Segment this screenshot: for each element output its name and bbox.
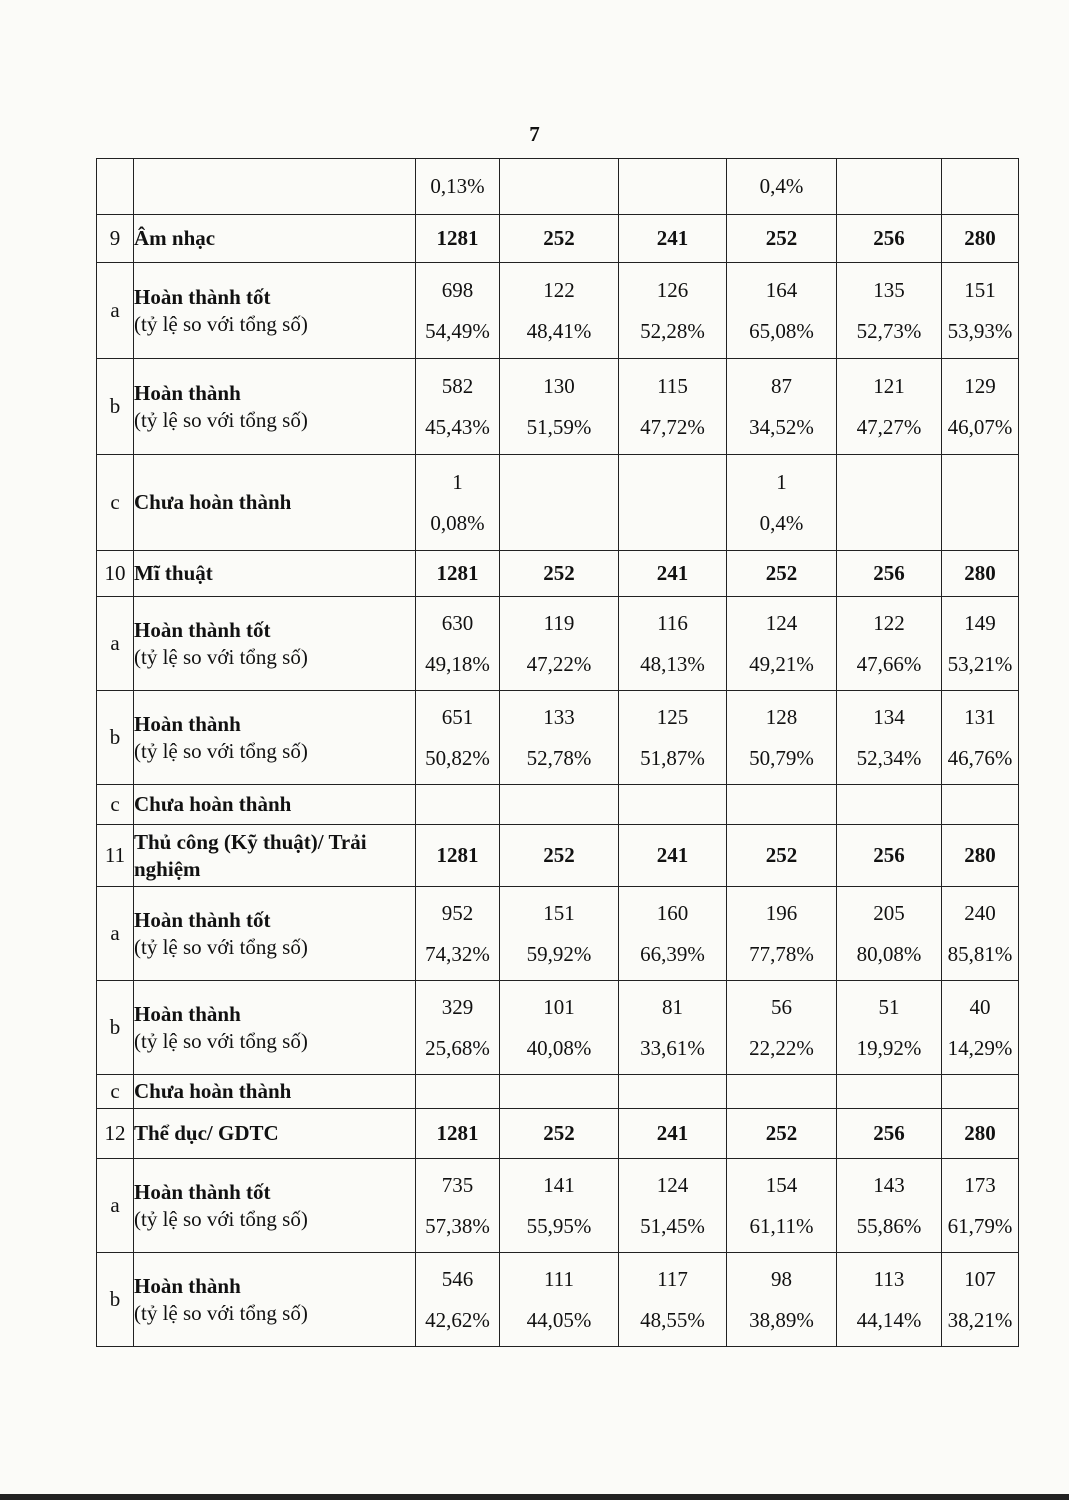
value-cell — [619, 359, 727, 455]
value-count: 81 — [662, 994, 683, 1019]
value-count: 121 — [873, 373, 905, 398]
value-percent: 61,11% — [749, 1213, 814, 1238]
value-cell — [727, 263, 837, 359]
value-count: 124 — [656, 1172, 689, 1197]
row-label: Hoàn thành — [134, 1274, 241, 1299]
value-cell — [500, 1253, 619, 1347]
row-sublabel: (tỷ lệ so với tổng số) — [134, 644, 308, 669]
total-cell: 241 — [619, 215, 727, 263]
scan-bottom-edge — [0, 1494, 1069, 1500]
value-count: 329 — [441, 994, 474, 1019]
row-number: 9 — [97, 215, 134, 263]
value-cell — [942, 785, 1019, 825]
row-title — [134, 1253, 416, 1347]
value-cell — [416, 1253, 500, 1347]
value-cell — [837, 455, 942, 551]
value-cell — [837, 263, 942, 359]
value-cell — [942, 1075, 1019, 1109]
value-cell — [942, 691, 1019, 785]
value-cell — [500, 1075, 619, 1109]
value-percent: 48,41% — [526, 318, 592, 343]
value-percent: 57,38% — [425, 1213, 490, 1238]
value-cell — [942, 455, 1019, 551]
row-sublabel: (tỷ lệ so với tổng số) — [134, 1300, 308, 1325]
row-sublabel: (tỷ lệ so với tổng số) — [134, 738, 308, 763]
value-percent: 51,45% — [640, 1213, 705, 1238]
value-count: 117 — [657, 1266, 688, 1291]
value-count: 133 — [543, 704, 575, 729]
value-count: 87 — [771, 373, 792, 398]
value-cell — [942, 1253, 1019, 1347]
value-count: 151 — [964, 277, 996, 302]
row-title — [134, 887, 416, 981]
total-cell: 252 — [500, 551, 619, 597]
value-percent: 50,79% — [749, 745, 814, 770]
value-cell — [837, 887, 942, 981]
row-letter: a — [97, 887, 134, 981]
row-label: Hoàn thành tốt — [134, 618, 271, 643]
value-percent: 51,59% — [526, 414, 592, 439]
value-percent: 66,39% — [640, 941, 705, 966]
value-count: 122 — [873, 610, 905, 635]
total-cell: 280 — [942, 215, 1019, 263]
row-letter: a — [97, 263, 134, 359]
value-percent: 48,13% — [640, 651, 705, 676]
value-cell — [837, 359, 942, 455]
value-cell — [619, 1253, 727, 1347]
row-title: Chưa hoàn thành — [134, 785, 416, 825]
value-count: 154 — [765, 1172, 798, 1197]
total-cell: 252 — [500, 215, 619, 263]
value-cell — [942, 159, 1019, 215]
value-cell — [837, 1075, 942, 1109]
value-percent: 47,72% — [640, 414, 705, 439]
value-percent: 44,05% — [526, 1307, 592, 1332]
value-cell — [727, 887, 837, 981]
value-count: 651 — [441, 704, 474, 729]
total-cell: 280 — [942, 551, 1019, 597]
value-percent: 55,86% — [856, 1213, 922, 1238]
value-percent: 38,89% — [749, 1307, 814, 1332]
value-cell — [837, 691, 942, 785]
row-letter: a — [97, 1159, 134, 1253]
row-label: Hoàn thành — [134, 712, 241, 737]
value-percent: 33,61% — [640, 1035, 705, 1060]
value-cell — [619, 691, 727, 785]
value-cell — [416, 981, 500, 1075]
value-percent: 0,4% — [759, 510, 804, 535]
value-percent: 40,08% — [526, 1035, 592, 1060]
value-percent: 74,32% — [425, 941, 490, 966]
value-percent: 0,4% — [759, 174, 804, 199]
value-cell — [619, 263, 727, 359]
value-cell — [837, 785, 942, 825]
value-cell — [416, 263, 500, 359]
row-letter: c — [97, 455, 134, 551]
total-cell: 252 — [727, 215, 837, 263]
value-count: 240 — [964, 900, 996, 925]
value-percent: 53,93% — [947, 318, 1013, 343]
table-row — [97, 455, 1019, 551]
value-count: 1 — [452, 469, 463, 494]
value-count: 111 — [544, 1266, 574, 1291]
value-count: 546 — [441, 1266, 474, 1291]
value-count: 149 — [964, 610, 996, 635]
value-cell — [500, 263, 619, 359]
value-percent: 52,34% — [856, 745, 922, 770]
value-cell — [416, 785, 500, 825]
value-count: 1 — [776, 469, 787, 494]
value-cell — [942, 887, 1019, 981]
value-count: 134 — [873, 704, 905, 729]
value-count: 129 — [964, 373, 996, 398]
value-percent: 54,49% — [425, 318, 490, 343]
total-cell: 256 — [837, 215, 942, 263]
value-count: 125 — [656, 704, 689, 729]
value-cell — [416, 359, 500, 455]
row-letter: c — [97, 785, 134, 825]
value-percent: 46,76% — [947, 745, 1013, 770]
row-title — [134, 359, 416, 455]
value-count: 101 — [543, 994, 575, 1019]
value-percent: 45,43% — [425, 414, 490, 439]
value-cell — [416, 159, 500, 215]
total-cell: 1281 — [416, 215, 500, 263]
value-percent: 34,52% — [749, 414, 814, 439]
value-count: 141 — [543, 1172, 575, 1197]
row-sublabel: (tỷ lệ so với tổng số) — [134, 311, 308, 336]
value-cell — [416, 1159, 500, 1253]
table-row — [97, 691, 1019, 785]
total-cell: 252 — [727, 551, 837, 597]
value-cell — [942, 359, 1019, 455]
total-cell: 256 — [837, 1109, 942, 1159]
value-cell — [619, 159, 727, 215]
row-number: 12 — [97, 1109, 134, 1159]
value-count: 135 — [873, 277, 905, 302]
value-count: 143 — [873, 1172, 905, 1197]
table-row — [97, 159, 1019, 215]
subject-row — [97, 1109, 1019, 1159]
value-cell — [727, 1253, 837, 1347]
total-cell: 280 — [942, 1109, 1019, 1159]
value-percent: 0,13% — [430, 174, 485, 199]
subject-title: Thể dục/ GDTC — [134, 1109, 416, 1159]
row-sublabel: (tỷ lệ so với tổng số) — [134, 1028, 308, 1053]
row-letter: b — [97, 359, 134, 455]
value-cell — [727, 359, 837, 455]
value-count: 115 — [657, 373, 688, 398]
total-cell: 241 — [619, 551, 727, 597]
value-count: 151 — [543, 900, 575, 925]
value-percent: 65,08% — [749, 318, 814, 343]
row-title — [134, 1159, 416, 1253]
value-cell — [500, 691, 619, 785]
value-percent: 51,87% — [640, 745, 705, 770]
row-number — [97, 159, 134, 215]
value-percent: 42,62% — [425, 1307, 490, 1332]
subject-title: Mĩ thuật — [134, 551, 416, 597]
table-row — [97, 1075, 1019, 1109]
value-percent: 0,08% — [430, 510, 485, 535]
value-percent: 52,73% — [856, 318, 922, 343]
value-count: 122 — [543, 277, 575, 302]
value-percent: 53,21% — [947, 651, 1013, 676]
value-cell — [416, 1075, 500, 1109]
value-percent: 25,68% — [425, 1035, 490, 1060]
value-cell — [500, 359, 619, 455]
row-sublabel: (tỷ lệ so với tổng số) — [134, 407, 308, 432]
value-count: 119 — [543, 610, 575, 635]
page-number: 7 — [529, 122, 540, 146]
value-cell — [837, 1253, 942, 1347]
row-title — [134, 159, 416, 215]
value-percent: 49,21% — [749, 651, 814, 676]
row-sublabel: (tỷ lệ so với tổng số) — [134, 1206, 308, 1231]
row-letter: b — [97, 691, 134, 785]
row-letter: b — [97, 981, 134, 1075]
row-number: 10 — [97, 551, 134, 597]
value-cell — [500, 159, 619, 215]
value-count: 128 — [765, 704, 798, 729]
total-cell: 1281 — [416, 1109, 500, 1159]
total-cell: 256 — [837, 551, 942, 597]
value-percent: 52,78% — [526, 745, 592, 770]
row-title: Chưa hoàn thành — [134, 455, 416, 551]
value-percent: 19,92% — [856, 1035, 922, 1060]
total-cell: 1281 — [416, 551, 500, 597]
value-percent: 48,55% — [640, 1307, 705, 1332]
row-title: Chưa hoàn thành — [134, 1075, 416, 1109]
value-cell — [727, 1159, 837, 1253]
value-percent: 47,22% — [526, 651, 592, 676]
value-percent: 49,18% — [425, 651, 490, 676]
results-table — [96, 158, 1019, 1347]
value-count: 205 — [873, 900, 905, 925]
value-percent: 14,29% — [947, 1035, 1013, 1060]
total-cell: 252 — [500, 825, 619, 887]
row-label: Hoàn thành — [134, 381, 241, 406]
table-row — [97, 597, 1019, 691]
row-title — [134, 691, 416, 785]
value-count: 98 — [771, 1266, 792, 1291]
total-cell: 252 — [727, 825, 837, 887]
value-count: 107 — [964, 1266, 996, 1291]
value-percent: 61,79% — [947, 1213, 1013, 1238]
row-sublabel: (tỷ lệ so với tổng số) — [134, 934, 308, 959]
value-count: 56 — [771, 994, 792, 1019]
value-cell — [619, 597, 727, 691]
value-cell — [500, 887, 619, 981]
row-letter: a — [97, 597, 134, 691]
table-row — [97, 785, 1019, 825]
value-percent: 77,78% — [749, 941, 814, 966]
value-cell — [727, 691, 837, 785]
value-cell — [942, 263, 1019, 359]
value-cell — [619, 785, 727, 825]
value-cell — [942, 597, 1019, 691]
value-cell — [837, 981, 942, 1075]
value-cell — [619, 1159, 727, 1253]
row-letter: b — [97, 1253, 134, 1347]
subject-title: Thủ công (Kỹ thuật)/ Trải nghiệm — [134, 825, 416, 887]
value-percent: 38,21% — [947, 1307, 1013, 1332]
value-cell — [619, 887, 727, 981]
value-percent: 44,14% — [856, 1307, 922, 1332]
value-percent: 50,82% — [425, 745, 490, 770]
value-count: 131 — [964, 704, 996, 729]
value-count: 130 — [543, 373, 575, 398]
value-cell — [619, 1075, 727, 1109]
value-percent: 47,66% — [856, 651, 922, 676]
table-body — [97, 159, 1019, 1347]
value-count: 698 — [441, 277, 474, 302]
value-count: 735 — [441, 1172, 474, 1197]
total-cell: 241 — [619, 1109, 727, 1159]
value-count: 196 — [765, 900, 798, 925]
table-row — [97, 263, 1019, 359]
value-count: 116 — [657, 610, 688, 635]
value-cell — [837, 159, 942, 215]
total-cell: 256 — [837, 825, 942, 887]
value-count: 124 — [765, 610, 798, 635]
value-percent: 59,92% — [526, 941, 592, 966]
table-row — [97, 1253, 1019, 1347]
value-cell — [500, 455, 619, 551]
value-cell — [837, 597, 942, 691]
value-cell — [500, 597, 619, 691]
subject-row — [97, 825, 1019, 887]
total-cell: 280 — [942, 825, 1019, 887]
value-cell — [416, 455, 500, 551]
value-cell — [942, 1159, 1019, 1253]
value-percent: 46,07% — [947, 414, 1013, 439]
total-cell: 252 — [500, 1109, 619, 1159]
row-label: Hoàn thành — [134, 1002, 241, 1027]
value-cell — [727, 785, 837, 825]
value-cell — [500, 981, 619, 1075]
table-row — [97, 887, 1019, 981]
value-cell — [500, 785, 619, 825]
value-count: 160 — [656, 900, 689, 925]
value-cell — [416, 887, 500, 981]
value-percent: 85,81% — [947, 941, 1013, 966]
value-count: 40 — [969, 994, 991, 1019]
value-count: 164 — [765, 277, 798, 302]
table-row — [97, 359, 1019, 455]
row-number: 11 — [97, 825, 134, 887]
row-letter: c — [97, 1075, 134, 1109]
row-title — [134, 263, 416, 359]
value-count: 126 — [656, 277, 689, 302]
total-cell: 252 — [727, 1109, 837, 1159]
value-cell — [500, 1159, 619, 1253]
row-label: Hoàn thành tốt — [134, 285, 271, 310]
subject-row — [97, 551, 1019, 597]
value-cell — [727, 159, 837, 215]
value-percent: 22,22% — [749, 1035, 814, 1060]
table-row — [97, 981, 1019, 1075]
value-cell — [619, 455, 727, 551]
value-cell — [837, 1159, 942, 1253]
value-cell — [727, 1075, 837, 1109]
value-percent: 52,28% — [640, 318, 705, 343]
table-row — [97, 1159, 1019, 1253]
row-label: Hoàn thành tốt — [134, 908, 271, 933]
value-cell — [619, 981, 727, 1075]
value-percent: 47,27% — [856, 414, 922, 439]
value-cell — [942, 981, 1019, 1075]
value-count: 113 — [873, 1266, 905, 1291]
value-count: 630 — [441, 610, 474, 635]
total-cell: 241 — [619, 825, 727, 887]
value-cell — [727, 981, 837, 1075]
value-count: 51 — [878, 994, 900, 1019]
row-title — [134, 981, 416, 1075]
value-cell — [416, 691, 500, 785]
row-label: Hoàn thành tốt — [134, 1180, 271, 1205]
row-title — [134, 597, 416, 691]
value-cell — [727, 455, 837, 551]
subject-title: Âm nhạc — [134, 215, 416, 263]
total-cell: 1281 — [416, 825, 500, 887]
subject-row — [97, 215, 1019, 263]
value-percent: 55,95% — [526, 1213, 592, 1238]
value-percent: 80,08% — [856, 941, 922, 966]
value-cell — [727, 597, 837, 691]
value-count: 582 — [441, 373, 474, 398]
value-cell — [416, 597, 500, 691]
value-count: 173 — [964, 1172, 996, 1197]
value-count: 952 — [441, 900, 474, 925]
